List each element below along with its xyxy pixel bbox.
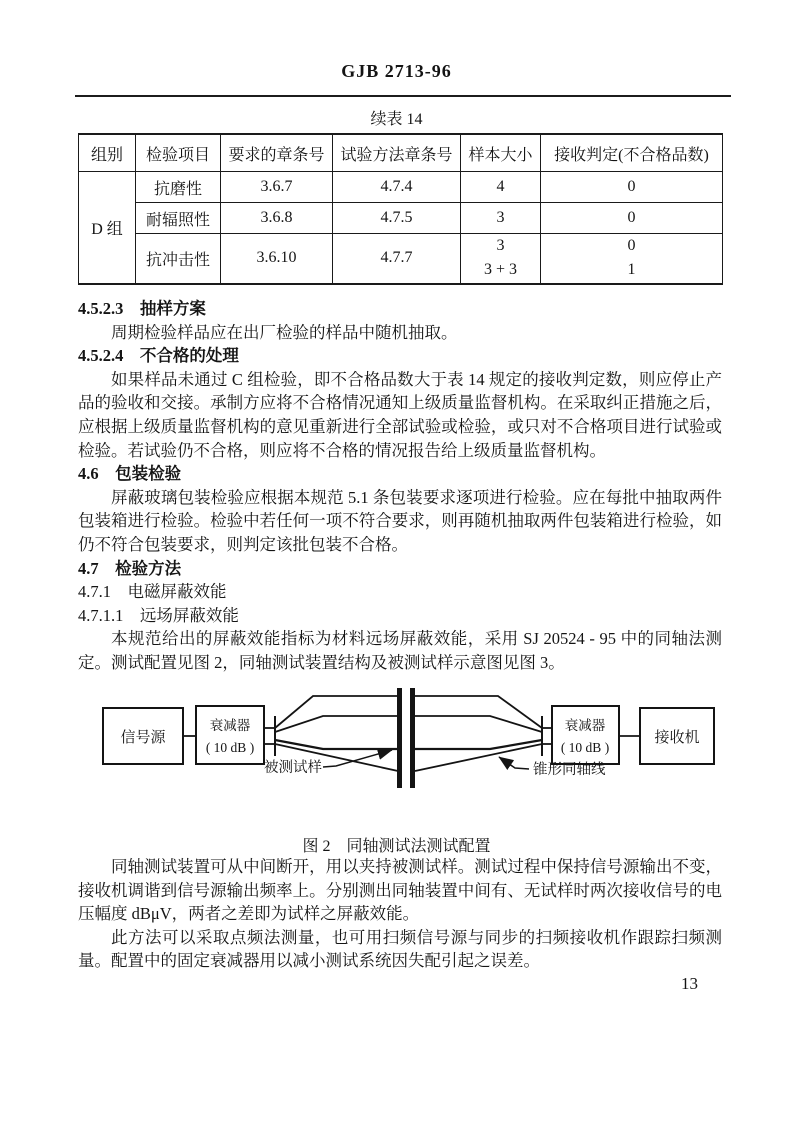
req-clause-cell: 3.6.7 — [221, 172, 333, 203]
sample-size-line1: 3 — [496, 237, 505, 255]
header-cell-accept: 接收判定(不合格品数) — [541, 134, 723, 172]
sample-size-cell: 4 — [461, 172, 541, 203]
figure-caption-number: 图 2 — [302, 838, 331, 855]
flange-right — [410, 688, 415, 788]
heading-4-6 — [78, 462, 722, 486]
accept-line1: 0 — [627, 237, 636, 255]
outer-conductor-right-top — [415, 696, 542, 728]
outer-conductor-left-top — [275, 696, 398, 728]
attenuator-left-label2: ( 10 dB ) — [205, 740, 255, 755]
accept-line2: 1 — [627, 261, 636, 279]
sample-size-cell: 3 — [461, 203, 541, 234]
header-cell-req-clause: 要求的章条号 — [221, 134, 333, 172]
standard-number: GJB 2713-96 — [341, 61, 452, 81]
figure-caption — [0, 833, 793, 856]
sample-label: 被测试样 — [264, 760, 322, 776]
header-cell-item: 检验项目 — [136, 134, 221, 172]
header-cell-sample-size: 样本大小 — [461, 134, 541, 172]
heading-number: 4.7.1 — [78, 582, 111, 602]
attenuator-left-label1: 衰减器 — [209, 718, 251, 733]
header-cell-group: 组别 — [79, 134, 136, 172]
inspection-table — [78, 133, 723, 285]
heading-4-7-1 — [78, 580, 722, 604]
item-cell: 抗磨性 — [136, 172, 221, 203]
method-clause-cell: 4.7.7 — [333, 234, 461, 284]
heading-4-5-2-3 — [78, 297, 722, 321]
inner-conductor-left-top — [275, 716, 398, 732]
table-row — [79, 234, 723, 284]
accept-cell — [541, 234, 723, 284]
table-row — [79, 172, 723, 203]
figure-2 — [78, 686, 722, 804]
table-row — [79, 203, 723, 234]
header-rule — [75, 95, 731, 97]
heading-number: 4.7.1.1 — [78, 605, 124, 625]
item-cell: 耐辐照性 — [136, 203, 221, 234]
heading-title: 远场屏蔽效能 — [139, 605, 239, 625]
paragraph: 屏蔽玻璃包装检验应根据本规范 5.1 条包装要求逐项进行检验。应在每批中抽取两件包装箱进行检验。检验中若任何一项不符合要求，则再随机抽取两件包装箱进行检验，如仍不符合包装要求，则判定该批包装不合格。 — [78, 487, 722, 554]
paragraph: 本规范给出的屏蔽效能指标为材料远场屏蔽效能，采用 SJ 20524 - 95 中的同轴法测定。测试配置见图 2，同轴测试装置结构及被测试样示意图见图 3。 — [78, 629, 722, 672]
flange-left — [397, 688, 402, 788]
req-clause-cell: 3.6.10 — [221, 234, 333, 284]
attenuator-right-label1: 衰减器 — [564, 718, 606, 733]
accept-cell: 0 — [541, 203, 723, 234]
paragraph: 同轴测试装置可从中间断开，用以夹持被测试样。测试过程中保持信号源输出不变，接收机调谐到信号源输出频率上。分别测出同轴装置中间有、无试样时两次接收信号的电压幅度 dBμV，两者之差即为试样之屏蔽效能。 — [78, 857, 722, 924]
heading-title: 检验方法 — [115, 558, 182, 578]
accept-cell: 0 — [541, 172, 723, 203]
heading-title: 电磁屏蔽效能 — [127, 582, 227, 602]
group-cell: D 组 — [79, 172, 136, 284]
figure-caption-title: 同轴测试法测试配置 — [346, 838, 491, 855]
paragraph: 如果样品未通过 C 组检验，即不合格品数大于表 14 规定的接收判定数，则应停止产品的验收和交接。承制方应将不合格情况通知上级质量监督机构。在采取纠正措施之后，应根据上级质量监督机构的意见重新进行全部试验或检验，或只对不合格项目进行试验或检验。若试验仍不合格，则应将不合格的情况报告给上级质量监督机构。 — [78, 369, 722, 460]
heading-number: 4.7 — [78, 558, 99, 578]
continued-table-caption: 续表 14 — [370, 111, 423, 128]
table-header-row — [79, 134, 723, 172]
attenuator-right-box — [552, 706, 619, 764]
header-cell-method-clause: 试验方法章条号 — [333, 134, 461, 172]
inner-conductor-right-top — [415, 716, 542, 732]
heading-number: 4.5.2.3 — [78, 299, 124, 318]
heading-number: 4.6 — [78, 464, 99, 484]
body-text-upper — [78, 297, 722, 675]
item-cell: 抗冲击性 — [136, 234, 221, 284]
req-clause-cell: 3.6.8 — [221, 203, 333, 234]
heading-number: 4.5.2.4 — [78, 346, 124, 366]
coaxial-test-diagram — [78, 686, 722, 804]
sample-size-line2: 3 + 3 — [483, 261, 518, 279]
signal-source-label: 信号源 — [120, 730, 166, 746]
body-text-lower — [78, 855, 722, 973]
heading-title: 包装检验 — [115, 464, 182, 484]
receiver-label: 接收机 — [654, 730, 700, 746]
sample-callout-arrow — [323, 750, 392, 767]
method-clause-cell: 4.7.5 — [333, 203, 461, 234]
cone-callout-arrow — [499, 757, 529, 769]
heading-4-7 — [78, 557, 722, 581]
attenuator-right-label2: ( 10 dB ) — [560, 740, 610, 755]
heading-4-5-2-4 — [78, 344, 722, 368]
attenuator-left-box — [196, 706, 264, 764]
paragraph: 周期检验样品应在出厂检验的样品中随机抽取。 — [111, 322, 458, 342]
heading-title: 抽样方案 — [139, 299, 206, 318]
page-number: 13 — [681, 974, 698, 993]
heading-4-7-1-1 — [78, 604, 722, 628]
method-clause-cell: 4.7.4 — [333, 172, 461, 203]
cone-label: 锥形同轴线 — [533, 762, 606, 778]
sample-size-cell — [461, 234, 541, 284]
paragraph: 此方法可以采取点频法测量，也可用扫频信号源与同步的扫频接收机作跟踪扫频测量。配置中的固定衰减器用以减小测试系统因失配引起之误差。 — [78, 927, 722, 971]
heading-title: 不合格的处理 — [139, 346, 239, 366]
